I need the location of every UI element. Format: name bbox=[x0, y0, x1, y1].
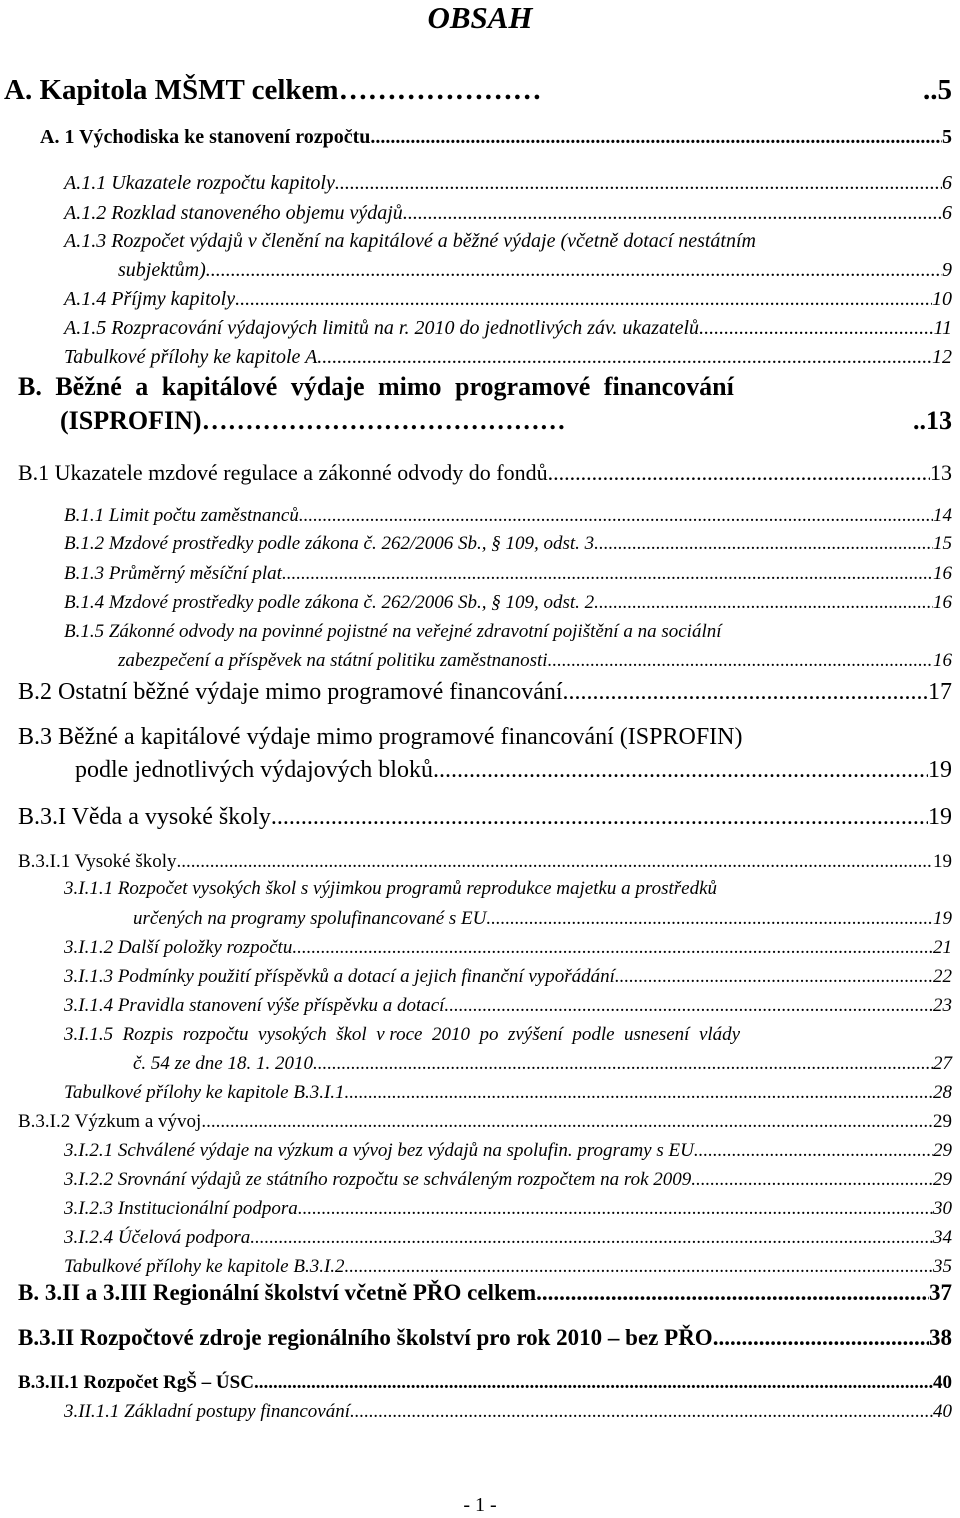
toc-entry-3i13[interactable] bbox=[64, 966, 952, 988]
toc-entry-3i24[interactable] bbox=[64, 1227, 952, 1249]
toc-entry-b1[interactable] bbox=[18, 460, 952, 486]
toc-entry-leader: ………………… bbox=[338, 74, 542, 106]
toc-entry-b11[interactable] bbox=[64, 505, 952, 527]
toc-entry-page: 5 bbox=[942, 126, 952, 148]
toc-entry-text: A. Kapitola MŠMT celkem bbox=[4, 74, 339, 106]
toc-entry-page: 16 bbox=[933, 650, 952, 671]
toc-entry-3i22[interactable] bbox=[64, 1169, 952, 1191]
toc-entry-a13[interactable] bbox=[118, 259, 952, 282]
toc-entry-text: 3.I.1.4 Pravidla stanovení výše příspěvku a dotací. bbox=[64, 995, 450, 1016]
toc-entry-b3i2[interactable] bbox=[18, 1111, 952, 1133]
toc-entry-page: 19 bbox=[933, 908, 952, 929]
toc-entry-page: 37 bbox=[929, 1280, 952, 1305]
toc-entry-page: 30 bbox=[933, 1198, 952, 1219]
toc-entry-page: 29 bbox=[933, 1111, 952, 1132]
toc-leader-dots bbox=[350, 1401, 933, 1423]
toc-leader-dots bbox=[548, 460, 930, 486]
toc-leader-dots bbox=[370, 126, 942, 149]
toc-entry-b2[interactable] bbox=[18, 679, 952, 706]
toc-entry-page: 34 bbox=[933, 1227, 952, 1248]
toc-entry-text: č. 54 ze dne 18. 1. 2010. bbox=[133, 1053, 318, 1074]
toc-entry-page: 11 bbox=[933, 317, 952, 339]
toc-entry-page: 17 bbox=[928, 679, 952, 705]
toc-entry-b3i1[interactable] bbox=[18, 851, 952, 873]
toc-entry-b-line1[interactable] bbox=[18, 372, 952, 402]
toc-leader-dots bbox=[349, 1082, 933, 1104]
toc-leader-dots bbox=[206, 259, 942, 282]
toc-entry-page: ..5 bbox=[923, 74, 952, 106]
toc-entry-a12[interactable] bbox=[64, 202, 952, 225]
toc-leader-dots bbox=[335, 172, 942, 195]
toc-entry-text: A.1.2 Rozklad stanoveného objemu výdajů bbox=[64, 202, 403, 224]
toc-entry-page: 23 bbox=[933, 995, 952, 1016]
toc-leader-dots bbox=[250, 1227, 933, 1249]
toc-entry-a1[interactable] bbox=[40, 126, 952, 149]
toc-entry-text: 3.II.1.1 Základní postupy financování bbox=[64, 1401, 351, 1422]
toc-entry-text: 3.I.2.1 Schválené výdaje na výzkum a vývoj bez výdajů na spolufin. programy s EU bbox=[64, 1140, 694, 1161]
toc-entry-text: B.3.I Věda a vysoké školy bbox=[18, 804, 271, 830]
toc-entry-page: 19 bbox=[928, 757, 952, 783]
toc-entry-text: B. 3.II a 3.III Regionální školství včetně PŘO celkem bbox=[18, 1280, 537, 1305]
toc-entry-text: B.3.I.1 Vysoké školy bbox=[18, 851, 177, 872]
toc-leader-dots bbox=[235, 288, 932, 311]
toc-leader-dots bbox=[201, 1111, 933, 1133]
toc-entry-b3ii1[interactable] bbox=[18, 1372, 952, 1394]
page-title: OBSAH bbox=[427, 0, 533, 35]
toc-entry-page: 6 bbox=[942, 172, 952, 194]
toc-entry-a13-line1[interactable]: A.1.3 Rozpočet výdajů v členění na kapitálové a běžné výdaje (včetně dotací nestátním bbox=[64, 230, 756, 252]
toc-entry-page: 6 bbox=[942, 202, 952, 224]
toc-entry-b3-line1[interactable]: B.3 Běžné a kapitálové výdaje mimo programové financování (ISPROFIN) bbox=[18, 724, 743, 750]
toc-entry-text: 3.I.2.3 Institucionální podpora bbox=[64, 1198, 298, 1219]
toc-entry-text: Tabulkové přílohy ke kapitole B.3.I.2. bbox=[64, 1256, 350, 1277]
toc-entry-3i11-line1[interactable]: 3.I.1.1 Rozpočet vysokých škol s výjimkou programů reprodukce majetku a prostředků bbox=[64, 878, 718, 899]
toc-entry-leader: …………………………………… bbox=[201, 406, 566, 435]
toc-entry-3i15[interactable] bbox=[133, 1053, 952, 1075]
toc-entry-page: 28 bbox=[933, 1082, 952, 1103]
toc-entry-a14[interactable] bbox=[64, 288, 952, 311]
toc-entry-text: B.3.II Rozpočtové zdroje regionálního školství pro rok 2010 – bez PŘO bbox=[18, 1325, 713, 1350]
toc-entry-text: B.3.II.1 Rozpočet RgŠ – ÚSC bbox=[18, 1372, 254, 1393]
toc-entry-page: 29 bbox=[933, 1140, 952, 1161]
toc-entry-b15-line1[interactable]: B.1.5 Zákonné odvody na povinné pojistné na veřejné zdravotní pojištění a na sociální bbox=[64, 621, 722, 642]
toc-entry-3ii11[interactable] bbox=[64, 1401, 952, 1423]
toc-leader-dots bbox=[177, 851, 933, 873]
toc-leader-dots bbox=[403, 202, 942, 225]
toc-leader-dots bbox=[271, 804, 928, 831]
toc-entry-page: 19 bbox=[933, 851, 952, 872]
toc-entry-text: Tabulkové přílohy ke kapitole B.3.I.1. bbox=[64, 1082, 350, 1103]
toc-entry-page: 40 bbox=[933, 1401, 952, 1422]
toc-entry-text: B.1.3 Průměrný měsíční plat bbox=[64, 563, 282, 584]
toc-leader-dots bbox=[318, 1053, 933, 1075]
toc-entry-text: 3.I.1.3 Podmínky použití příspěvků a dotací a jejich finanční vypořádání bbox=[64, 966, 615, 987]
toc-entry-3i12[interactable] bbox=[64, 937, 952, 959]
toc-entry-page: 9 bbox=[942, 259, 952, 281]
toc-entry-text: 3.I.2.2 Srovnání výdajů ze státního rozpočtu se schváleným rozpočtem na rok 2009 bbox=[64, 1169, 692, 1190]
toc-entry-text: 3.I.1.2 Další položky rozpočtu bbox=[64, 937, 293, 958]
toc-entry-page: 19 bbox=[928, 804, 952, 830]
toc-entry-text: 3.I.2.4 Účelová podpora bbox=[64, 1227, 251, 1248]
toc-entry-text: B.1.4 Mzdové prostředky podle zákona č. 262/2006 Sb., § 109, odst. 2. bbox=[64, 592, 599, 613]
toc-entry-text: B.2 Ostatní běžné výdaje mimo programové financování bbox=[18, 679, 563, 705]
toc-leader-dots bbox=[254, 1372, 933, 1394]
toc-entry-page: 15 bbox=[933, 533, 952, 554]
toc-entry-tab-b3i2[interactable] bbox=[64, 1256, 952, 1278]
toc-entry-page: 40 bbox=[933, 1372, 952, 1393]
toc-entry-b[interactable] bbox=[60, 406, 952, 436]
toc-entry-text: B. Běžné a kapitálové výdaje mimo programové financování bbox=[18, 372, 734, 401]
toc-entry-page: 27 bbox=[933, 1053, 952, 1074]
toc-leader-dots bbox=[486, 908, 933, 930]
toc-entry-b14[interactable] bbox=[64, 592, 952, 614]
toc-entry-text: B.3.I.2 Výzkum a vývoj bbox=[18, 1111, 202, 1132]
toc-entry-b3i[interactable] bbox=[18, 804, 952, 831]
toc-entry-text: zabezpečení a příspěvek na státní politiku zaměstnanosti bbox=[118, 650, 548, 671]
toc-entry-text: A. 1 Východiska ke stanovení rozpočtu bbox=[40, 126, 371, 148]
toc-entry-text: A.1.5 Rozpracování výdajových limitů na r. 2010 do jednotlivých záv. ukazatelů bbox=[64, 317, 700, 339]
toc-entry-page: 12 bbox=[932, 346, 952, 368]
toc-entry-text: B.1.1 Limit počtu zaměstnanců bbox=[64, 505, 299, 526]
toc-entry-page: ..13 bbox=[913, 406, 952, 435]
toc-entry-page: 35 bbox=[933, 1256, 952, 1277]
toc-entry-text: A.1.1 Ukazatele rozpočtu kapitoly bbox=[64, 172, 335, 194]
page-number: - 1 - bbox=[463, 1494, 497, 1516]
toc-leader-dots bbox=[449, 995, 933, 1017]
toc-leader-dots bbox=[433, 757, 928, 784]
toc-leader-dots bbox=[713, 1325, 929, 1351]
toc-entry-text: B.1 Ukazatele mzdové regulace a zákonné odvody do fondů bbox=[18, 460, 548, 485]
toc-entry-text: B.1.2 Mzdové prostředky podle zákona č. 262/2006 Sb., § 109, odst. 3. bbox=[64, 533, 599, 554]
toc-entry-page: 10 bbox=[932, 288, 952, 310]
toc-leader-dots bbox=[599, 592, 933, 614]
toc-entry-b3[interactable] bbox=[75, 757, 952, 784]
toc-entry-text: podle jednotlivých výdajových bloků bbox=[75, 757, 433, 783]
toc-leader-dots bbox=[548, 650, 933, 672]
toc-leader-dots bbox=[563, 679, 928, 706]
toc-entry-b12[interactable] bbox=[64, 533, 952, 555]
toc-entry-page: 14 bbox=[933, 505, 952, 526]
toc-entry-a11[interactable] bbox=[64, 172, 952, 195]
toc-entry-page: 16 bbox=[933, 592, 952, 613]
toc-entry-b13[interactable] bbox=[64, 563, 952, 585]
toc-leader-dots bbox=[599, 533, 933, 555]
toc-leader-dots bbox=[299, 505, 933, 527]
toc-entry-a-tab[interactable] bbox=[64, 346, 952, 369]
toc-leader-dots bbox=[699, 317, 933, 340]
toc-entry-page: 21 bbox=[933, 937, 952, 958]
toc-entry-a15[interactable] bbox=[64, 317, 952, 340]
toc-leader-dots bbox=[691, 1169, 933, 1191]
toc-entry-tab-b3i1[interactable] bbox=[64, 1082, 952, 1104]
toc-entry-3i15-line1[interactable]: 3.I.1.5 Rozpis rozpočtu vysokých škol v roce 2010 po zvýšení podle usnesení vlády bbox=[64, 1024, 741, 1045]
toc-entry-b3ii-zdroje[interactable] bbox=[18, 1325, 952, 1351]
toc-entry-page: 29 bbox=[933, 1169, 952, 1190]
toc-entry-b3ii[interactable] bbox=[18, 1280, 952, 1306]
toc-leader-dots bbox=[536, 1280, 929, 1306]
toc-entry-3i21[interactable] bbox=[64, 1140, 952, 1162]
toc-leader-dots bbox=[317, 346, 932, 369]
toc-leader-dots bbox=[282, 563, 933, 585]
toc-entry-text: (ISPROFIN) bbox=[60, 406, 202, 435]
toc-entry-b15[interactable] bbox=[118, 650, 952, 672]
toc-entry-text: subjektům) bbox=[118, 259, 206, 281]
toc-leader-dots bbox=[292, 937, 933, 959]
toc-entry-3i14[interactable] bbox=[64, 995, 952, 1017]
toc-entry-text: určených na programy spolufinancované s EU bbox=[133, 908, 487, 929]
toc-leader-dots bbox=[615, 966, 933, 988]
toc-entry-page: 16 bbox=[933, 563, 952, 584]
toc-entry-text: A.1.4 Příjmy kapitoly bbox=[64, 288, 236, 310]
toc-entry-3i23[interactable] bbox=[64, 1198, 952, 1220]
toc-entry-a[interactable] bbox=[4, 74, 952, 107]
toc-leader-dots bbox=[694, 1140, 933, 1162]
toc-entry-page: 22 bbox=[933, 966, 952, 987]
toc-entry-text: Tabulkové přílohy ke kapitole A bbox=[64, 346, 318, 368]
toc-entry-page: 38 bbox=[929, 1325, 952, 1350]
toc-leader-dots bbox=[298, 1198, 933, 1220]
toc-leader-dots bbox=[349, 1256, 933, 1278]
toc-entry-page: 13 bbox=[930, 460, 952, 485]
toc-entry-3i11[interactable] bbox=[133, 908, 952, 930]
